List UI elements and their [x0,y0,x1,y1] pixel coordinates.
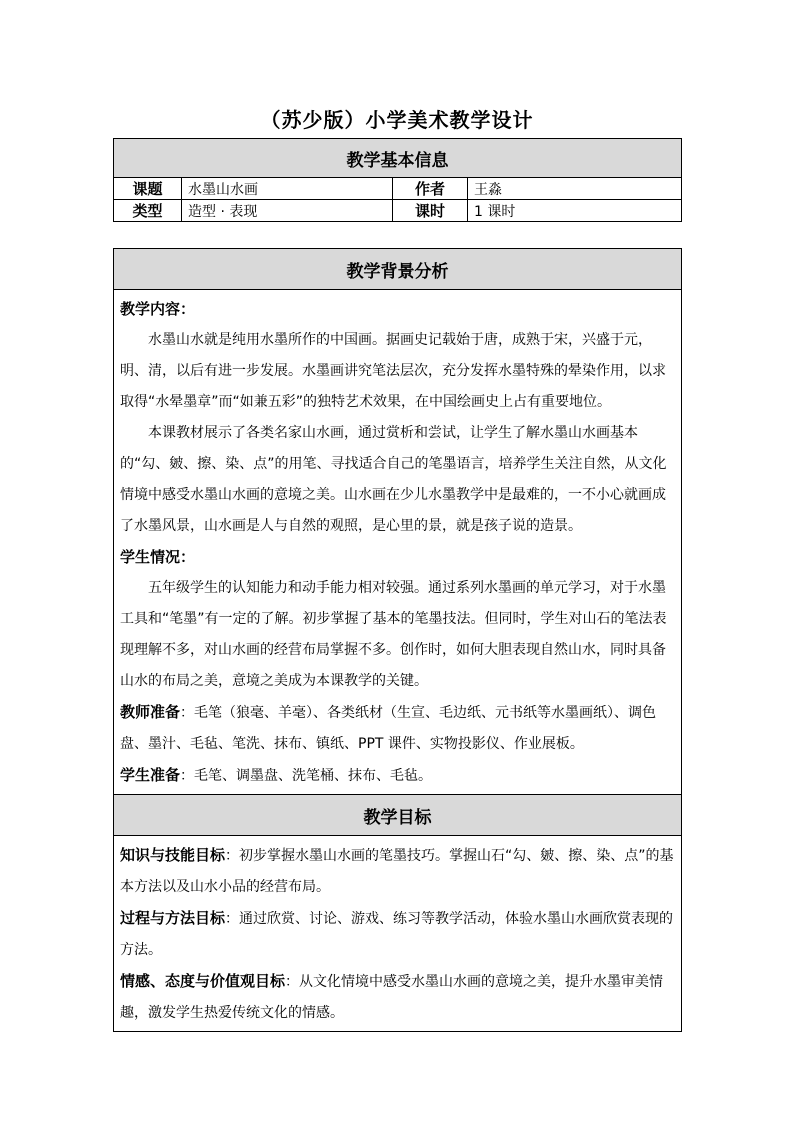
teacher-prep [120,697,675,760]
table-row [114,178,682,200]
topic-value: 水墨山水画 [182,178,393,200]
table-row [114,200,682,222]
period-value: 1 课时 [468,200,682,222]
emotion-objective [120,966,675,1029]
process-objective-label: 过程与方法目标 [120,909,226,927]
process-objective [120,903,675,966]
period-label: 课时 [393,200,468,222]
knowledge-objective [120,840,675,903]
teacher-prep-label: 教师准备 [120,703,181,721]
student-prep [120,760,675,792]
student-heading: 学生情况： [120,548,196,566]
content-paragraph-1: 水墨山水就是纯用水墨所作的中国画。据画史记载始于唐，成熟于宋，兴盛于元，明、清，以后有进一步发展。水墨画讲究笔法层次，充分发挥水墨特殊的晕染作用，以求取得“水晕墨章”而“如兼五彩”的独特艺术效果，在中国绘画史上占有重要地位。 [120,332,666,410]
basic-info-table [113,138,682,222]
topic-label: 课题 [114,178,182,200]
emotion-objective-text: ：从文化情境中感受水墨山水画的意境之美，提升水墨审美情趣，激发学生热爱传统文化的情感。 [120,974,664,1021]
teacher-prep-text: ：毛笔（狼毫、羊毫）、各类纸材（生宣、毛边纸、元书纸等水墨画纸）、调色盘、墨汁、毛毡、笔洗、抹布、镇纸、PPT 课件、实物投影仪、作业展板。 [120,705,657,752]
basic-info-header: 教学基本信息 [114,139,682,178]
student-prep-label: 学生准备 [120,766,181,784]
content-heading: 教学内容： [120,300,196,318]
process-objective-text: ：通过欣赏、讨论、游戏、练习等教学活动，体验水墨山水画欣赏表现的方法。 [120,911,674,958]
student-paragraph: 五年级学生的认知能力和动手能力相对较强。通过系列水墨画的单元学习，对于水墨工具和“笔墨”有一定的了解。初步掌握了基本的笔墨技法。但同时，学生对山石的笔法表现理解不多，对山水画的经营布局掌握不多。创作时，如何大胆表现自然山水，同时具备山水的布局之美，意境之美成为本课教学的关键。 [120,580,667,689]
emotion-objective-label: 情感、态度与价值观目标 [120,972,286,990]
type-label: 类型 [114,200,182,222]
knowledge-objective-text: ：初步掌握水墨山水画的笔墨技巧。掌握山石“勾、皴、擦、染、点”的基本方法以及山水小品的经营布局。 [120,848,674,895]
student-prep-text: ：毛笔、调墨盘、洗笔桶、抹布、毛毡。 [180,768,433,784]
background-header: 教学背景分析 [114,249,682,290]
type-value: 造型 · 表现 [182,200,393,222]
background-section [114,290,682,795]
content-paragraph-2: 本课教材展示了各类名家山水画，通过赏析和尝试，让学生了解水墨山水画基本的“勾、皴、擦、染、点”的用笔、寻找适合自己的笔墨语言，培养学生关注自然，从文化情境中感受水墨山水画的意境之美。山水画在少儿水墨教学中是最难的，一不小心就画成了水墨风景，山水画是人与自然的观照，是心里的景，就是孩子说的造景。 [120,425,667,534]
objectives-section [114,836,682,1032]
main-table [113,248,682,1032]
objectives-header: 教学目标 [114,795,682,836]
author-value: 王淼 [468,178,682,200]
knowledge-objective-label: 知识与技能目标 [120,846,226,864]
document-title: （苏少版）小学美术教学设计 [260,108,534,132]
author-label: 作者 [393,178,468,200]
